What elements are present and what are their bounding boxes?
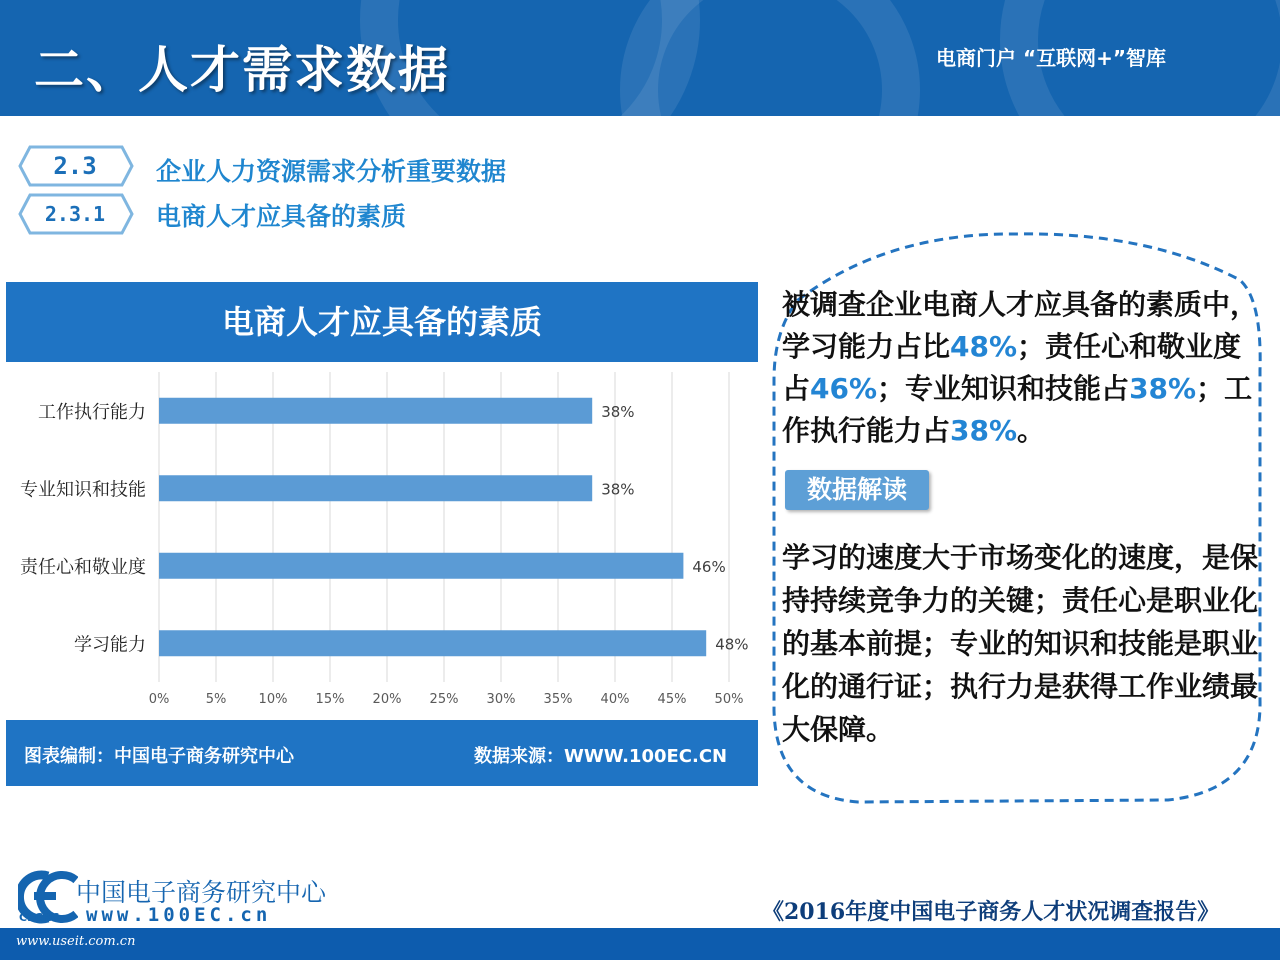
header-slogan: 电商门户 “互联网+”智库 xyxy=(936,46,1167,70)
bar xyxy=(159,553,683,579)
category-label: 工作执行能力 xyxy=(38,401,146,423)
bar-chart xyxy=(0,366,760,720)
chart-title-bar xyxy=(6,282,758,362)
x-tick-label: 0% xyxy=(148,692,170,707)
x-tick-label: 45% xyxy=(657,692,687,707)
category-label: 责任心和敬业度 xyxy=(20,556,146,578)
decorative-swirl xyxy=(620,0,920,116)
x-tick-label: 50% xyxy=(714,692,744,707)
bar xyxy=(159,630,706,656)
chart-title: 电商人才应具备的素质 xyxy=(221,303,542,341)
x-tick-label: 30% xyxy=(486,692,516,707)
section-tag-2-3 xyxy=(16,145,134,187)
bar xyxy=(159,398,592,424)
section-number: 2.3.1 xyxy=(44,202,106,226)
x-tick-label: 20% xyxy=(372,692,402,707)
chart-footer-bar xyxy=(6,720,758,786)
page-title: 二、人才需求数据 xyxy=(34,41,450,99)
section-number: 2.3 xyxy=(53,152,97,180)
logo-url: www.100EC.cn xyxy=(86,904,272,926)
section-subtitle: 电商人才应具备的素质 xyxy=(156,202,407,231)
interpretation-text: 学习的速度大于市场变化的速度，是保持持续竞争力的关键；责任心是职业化的基本前提；专业的知识和技能是职业化的通行证；执行力是获得工作业绩最大保障。 xyxy=(782,541,1259,746)
logo-org-name: 中国电子商务研究中心 xyxy=(76,878,327,907)
bottom-bar xyxy=(0,928,1280,960)
data-label: 46% xyxy=(692,557,726,576)
chart-source: 数据来源：WWW.100EC.CN xyxy=(474,746,728,767)
x-tick-label: 15% xyxy=(315,692,345,707)
watermark: www.useit.com.cn xyxy=(16,934,136,949)
bar xyxy=(159,475,592,501)
section-title: 企业人力资源需求分析重要数据 xyxy=(156,157,507,186)
data-label: 38% xyxy=(601,480,635,499)
category-label: 专业知识和技能 xyxy=(20,479,146,501)
header-banner xyxy=(0,0,1280,116)
report-title: 《2016年度中国电子商务人才状况调查报告》 xyxy=(762,899,1220,925)
chart-credit: 图表编制：中国电子商务研究中心 xyxy=(24,746,294,767)
logo-abbreviation: CECRC xyxy=(19,911,60,924)
data-interpretation-badge: 数据解读 xyxy=(785,470,929,510)
x-tick-label: 5% xyxy=(205,692,227,707)
x-tick-label: 10% xyxy=(258,692,288,707)
data-label: 38% xyxy=(601,402,635,421)
data-label: 48% xyxy=(715,635,749,654)
x-tick-label: 25% xyxy=(429,692,459,707)
category-label: 学习能力 xyxy=(74,634,146,656)
x-tick-label: 40% xyxy=(600,692,630,707)
section-tag-2-3-1 xyxy=(16,193,134,235)
x-tick-label: 35% xyxy=(543,692,573,707)
summary-text: 被调查企业电商人才应具备的素质中，学习能力占比48%；责任心和敬业度占46%；专业知识和技能占38%；工作执行能力占38%。 xyxy=(782,288,1259,447)
